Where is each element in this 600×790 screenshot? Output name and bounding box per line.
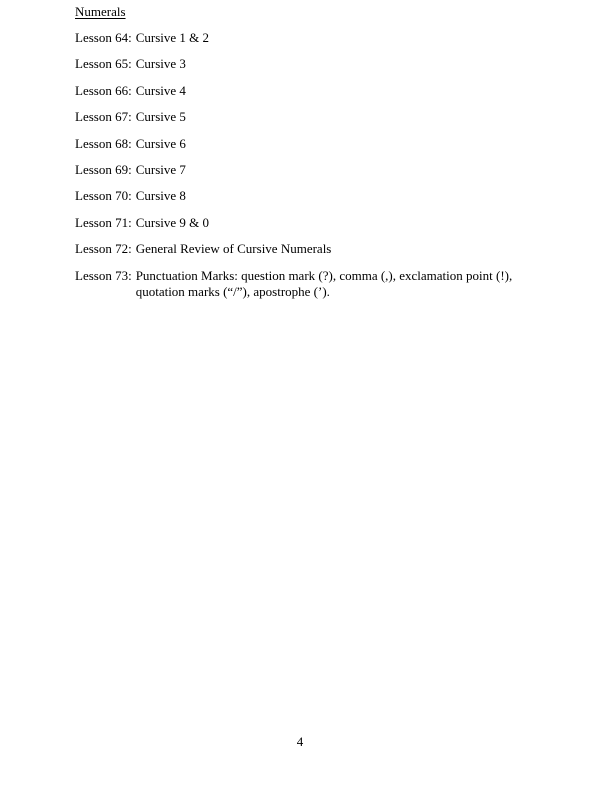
lesson-item [75,136,575,152]
lesson-item [75,109,575,125]
lesson-item [75,215,575,231]
lesson-title: Cursive 5 [135,109,186,125]
section-heading: Numerals [75,4,126,19]
lesson-title: Cursive 4 [135,82,186,98]
lesson-label: Lesson 68: [75,135,132,151]
lesson-label: Lesson 73: [75,267,132,283]
lesson-item [75,241,575,257]
lesson-item [75,83,575,99]
lesson-title: Cursive 9 & 0 [135,214,210,230]
lesson-title: General Review of Cursive Numerals [135,241,332,257]
lesson-title: Cursive 1 & 2 [135,30,210,45]
lesson-item [75,30,575,46]
lesson-title: Cursive 3 [135,56,186,72]
lesson-title: Cursive 6 [135,135,186,151]
lesson-label: Lesson 71: [75,214,132,230]
lesson-label: Lesson 70: [75,188,132,204]
lesson-title [136,268,575,300]
lesson-label: Lesson 64: [75,30,132,45]
lesson-item [75,56,575,72]
lesson-item [75,188,575,204]
lesson-label: Lesson 72: [75,241,132,257]
lesson-item [75,162,575,178]
lesson-item [75,268,575,300]
lesson-label: Lesson 69: [75,161,132,177]
lesson-title-line: Punctuation Marks: question mark (?), comma (,), exclamation point (!), [135,267,513,283]
lesson-title: Cursive 7 [135,161,186,177]
lesson-label: Lesson 65: [75,56,132,72]
lesson-label: Lesson 67: [75,109,132,125]
lesson-list [75,30,575,300]
lesson-title-line: quotation marks (“/”), apostrophe (’). [135,283,330,299]
lesson-label: Lesson 66: [75,82,132,98]
lesson-title: Cursive 8 [135,188,186,204]
page-number: 4 [296,734,304,749]
